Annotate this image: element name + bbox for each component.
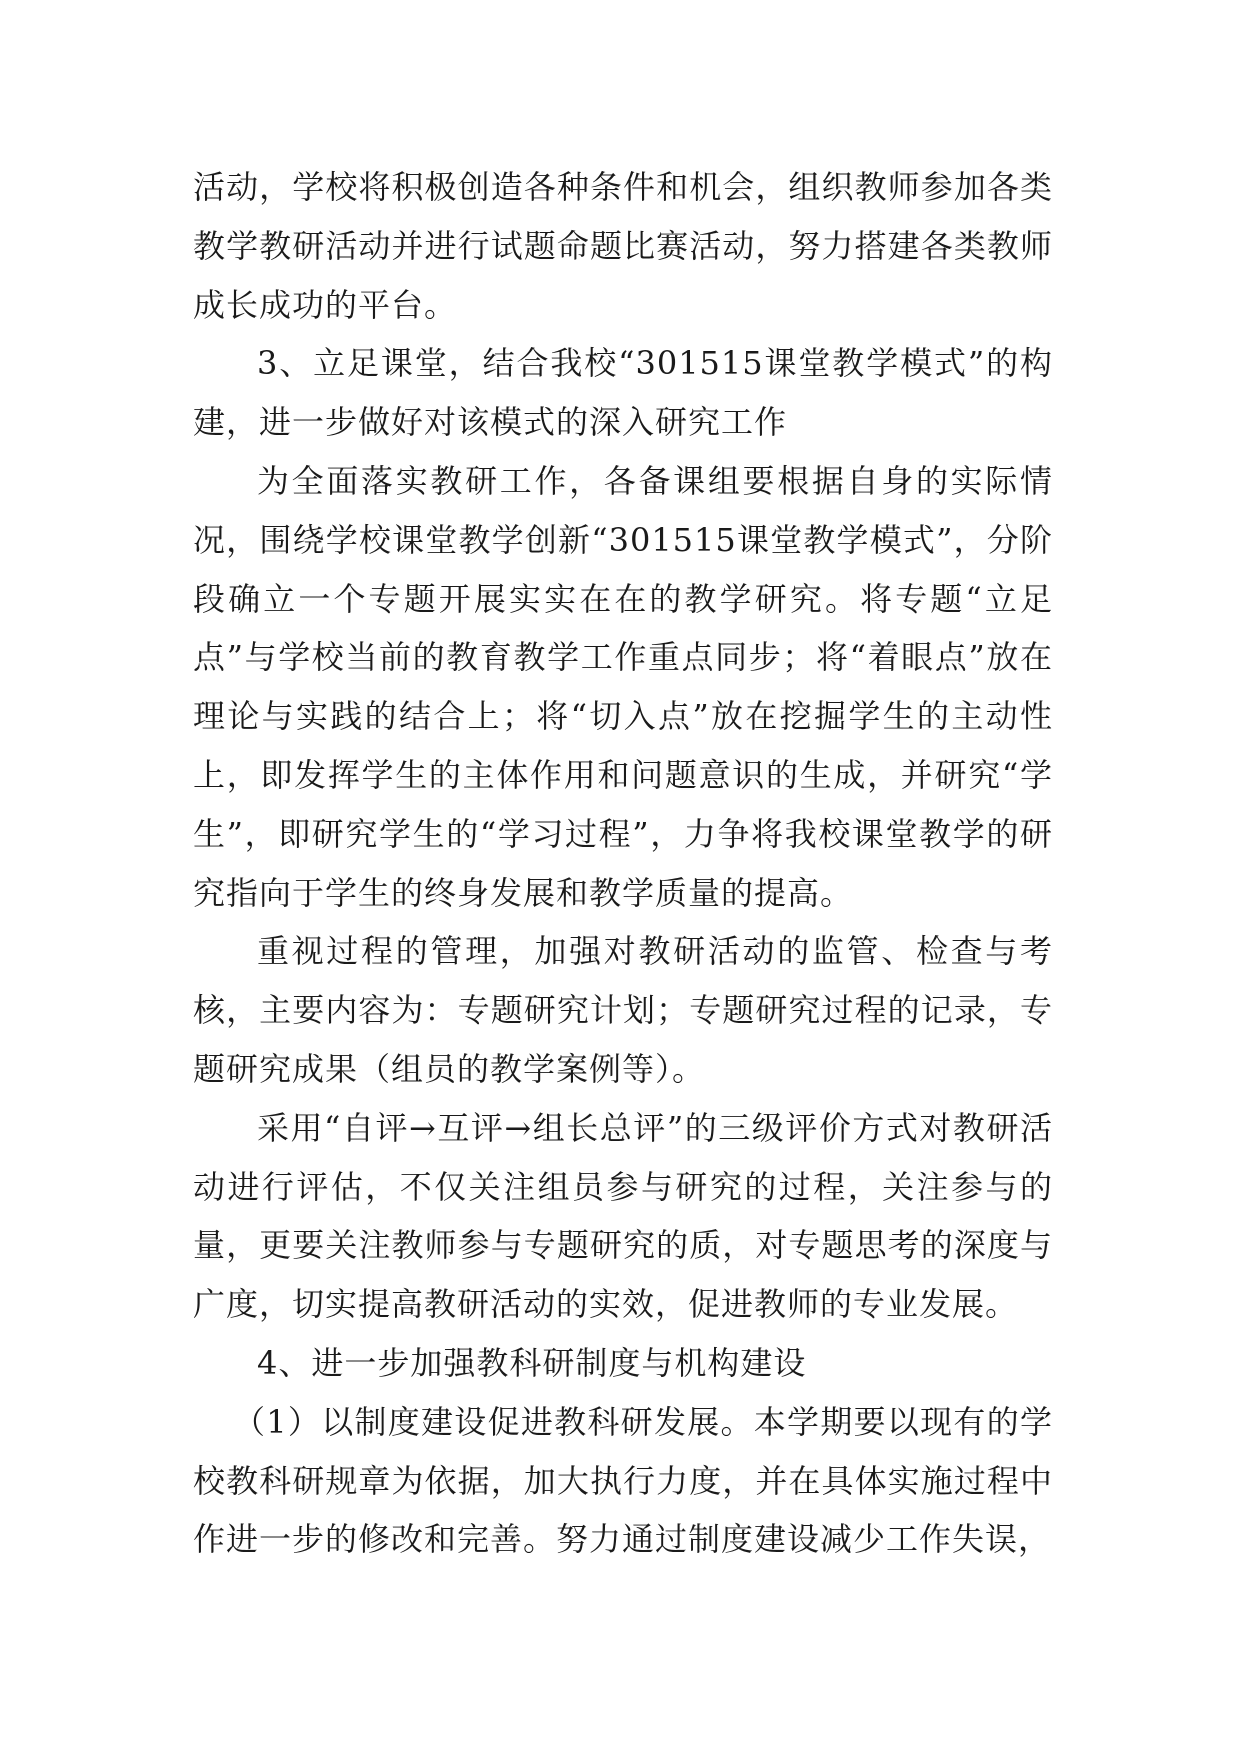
paragraph-evaluation: 采用“自评→互评→组长总评”的三级评价方式对教研活动进行评估，不仅关注组员参与研究的过程，关注参与的量，更要关注教师参与专题研究的质，对专题思考的深度与广度，切实提高教研活动的实效，促进教师的专业发展。 xyxy=(193,1108,1053,1324)
paragraph-system-construction: （1）以制度建设促进教科研发展。本学期要以现有的学校教科研规章为依据，加大执行力度，并在具体实施过程中作进一步的修改和完善。努力通过制度建设减少工作失误， xyxy=(193,1402,1053,1559)
paragraph-continued: 活动，学校将积极创造各种条件和机会，组织教师参加各类教学教研活动并进行试题命题比赛活动，努力搭建各类教师成长成功的平台。 xyxy=(193,168,1053,324)
paragraph-heading-3: 3、立足课堂，结合我校“301515课堂教学模式”的构建，进一步做好对该模式的深入研究工作 xyxy=(193,344,1053,442)
paragraph-heading-4: 4、进一步加强教科研制度与机构建设 xyxy=(257,1343,807,1382)
paragraph-process-management: 重视过程的管理，加强对教研活动的监管、检查与考核，主要内容为：专题研究计划；专题研究过程的记录，专题研究成果（组员的教学案例等）。 xyxy=(193,932,1053,1088)
paragraph-research-topics: 为全面落实教研工作，各备课组要根据自身的实际情况，围绕学校课堂教学创新“301515课堂教学模式”，分阶段确立一个专题开展实实在在的教学研究。将专题“立足点”与学校当前的教育教学工作重点同步；将“着眼点”放在理论与实践的结合上；将“切入点”放在挖掘学生的主动性上，即发挥学生的主体作用和问题意识的生成，并研究“学生”，即研究学生的“学习过程”，力争将我校课堂教学的研究指向于学生的终身发展和教学质量的提高。 xyxy=(193,461,1053,912)
document-body xyxy=(193,158,1053,1569)
